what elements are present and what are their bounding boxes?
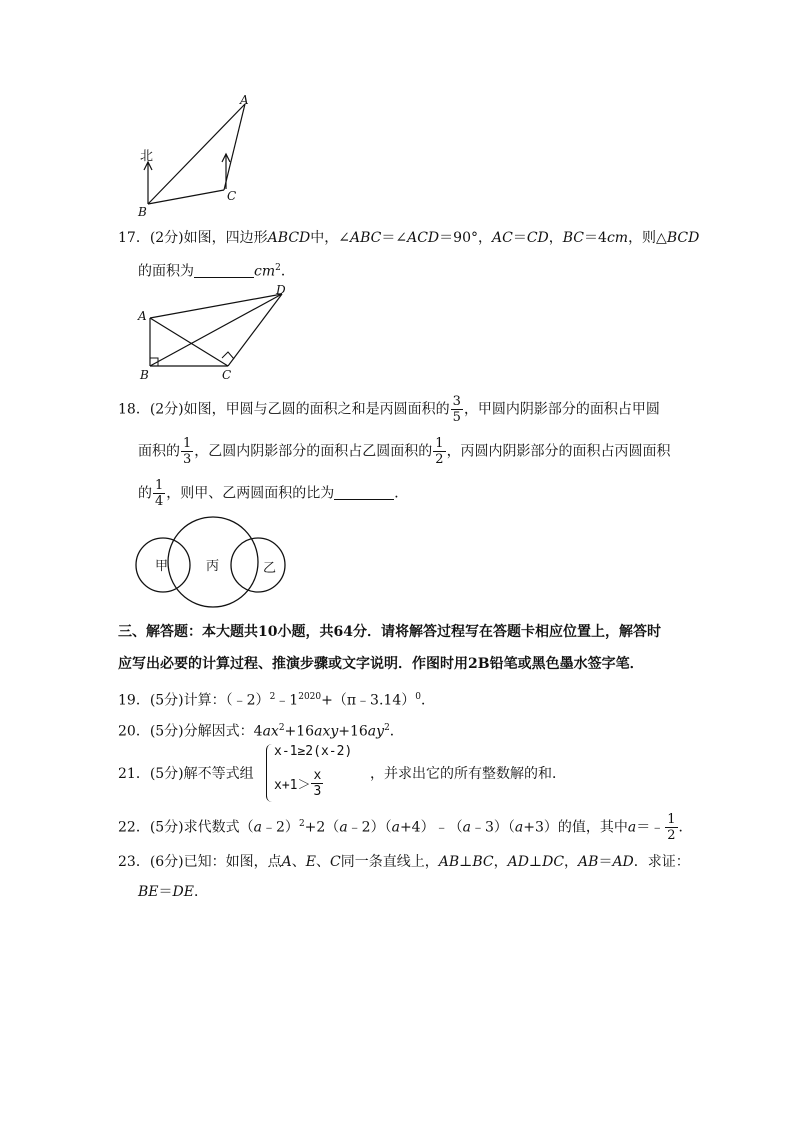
- section-3-heading-line2: 应写出必要的计算过程、推演步骤或文字说明．作图时用2B铅笔或黑色墨水签字笔．: [118, 656, 644, 672]
- question-23-line2: BE＝DE．: [138, 884, 208, 900]
- question-17-line2: 的面积为 $cm^2$．: [138, 263, 295, 280]
- inequality-brace: [266, 744, 273, 802]
- question-22: 22．(5分)求代数式（a﹣2）$^2$+2（a﹣2）（a+4）﹣（a﹣3）（a+3）的值，其中a＝﹣ $\frac{1}{2}$ ．: [118, 812, 693, 843]
- question-23: 23．(6分)已知：如图，点A、E、C同一条直线上，AB⊥BC，AD⊥DC，AB＝AD．求证：: [118, 854, 690, 870]
- segment-ca: [224, 104, 245, 190]
- question-21-tail: ，并求出它的所有整数解的和．: [370, 766, 566, 782]
- question-19: 19．(5分)计算：$(﹣2)^2﹣1^{2020}+(\pi﹣3.14)^0$．: [118, 692, 435, 709]
- inequality-2: x+1＞ $\frac{x}{3}$: [274, 768, 322, 799]
- fraction-1-2: $\frac{1}{2}$: [667, 812, 676, 843]
- point-b-label: B: [140, 368, 149, 382]
- answer-blank-17[interactable]: [194, 263, 254, 278]
- question-21-label: 21．(5分)解不等式组: [118, 766, 254, 782]
- question-18-line2: 面积的 $\frac{1}{3}$ ，乙圆内阴影部分的面积占乙圆面积的 $\frac{1}{2}$ ，丙圆内阴影部分的面积占丙圆面积: [138, 436, 671, 467]
- question-18-line3: 的 $\frac{1}{4}$ ，则甲、乙两圆面积的比为 ．: [138, 478, 409, 509]
- answer-blank-18[interactable]: [334, 485, 394, 500]
- figure-17: [130, 282, 300, 382]
- question-20: 20．(5分)分解因式：$4ax^2+16axy+16ay^2$．: [118, 723, 404, 740]
- point-a-label: A: [240, 93, 249, 107]
- fraction-1-2: $\frac{1}{2}$: [435, 436, 444, 467]
- figure-18-circles: [130, 512, 300, 612]
- point-c-label: C: [222, 368, 232, 382]
- point-a-label: A: [138, 309, 147, 323]
- question-18: 18．(2分)如图，甲圆与乙圆的面积之和是丙圆面积的 $\frac{3}{5}$ ，甲圆内阴影部分的面积占甲圆: [118, 394, 660, 425]
- point-d-label: D: [276, 283, 286, 297]
- right-angle-mark-c: [222, 352, 234, 359]
- fraction-1-3: $\frac{1}{3}$: [183, 436, 192, 467]
- figure-16: [130, 92, 260, 222]
- north-label: 北: [140, 149, 154, 164]
- label-yi: 乙: [263, 561, 277, 576]
- fraction-3-5: $\frac{3}{5}$: [452, 394, 461, 425]
- label-jia: 甲: [155, 559, 169, 574]
- fraction-1-4: $\frac{1}{4}$: [155, 478, 164, 509]
- point-b-label: B: [138, 205, 147, 219]
- label-bing: 丙: [206, 559, 220, 574]
- question-17: 17．(2分)如图，四边形ABCD中，∠ABC＝∠ACD＝90°，AC＝CD，BC＝4cm，则△BCD: [118, 230, 700, 246]
- section-3-heading: 三、解答题：本大题共10小题，共64分．请将解答过程写在答题卡相应位置上，解答时: [118, 624, 661, 640]
- point-c-label: C: [227, 189, 237, 203]
- inequality-1: x-1≥2(x-2): [274, 744, 353, 759]
